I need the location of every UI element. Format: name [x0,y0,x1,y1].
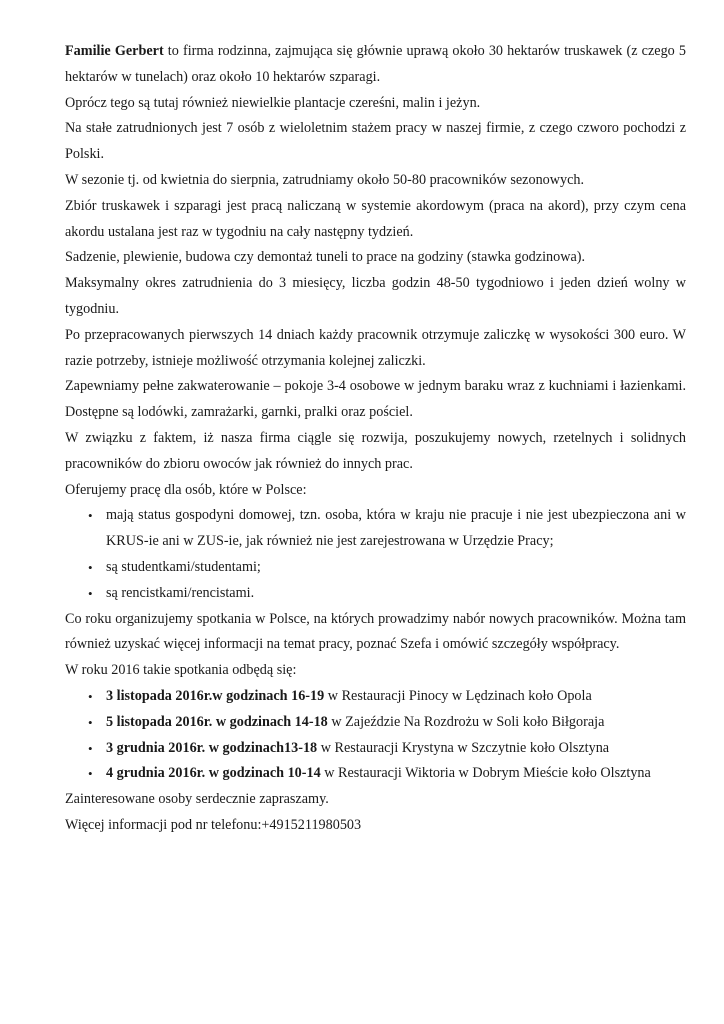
company-name: Familie Gerbert [65,43,164,59]
meeting-date: 3 listopada 2016r.w godzinach 16-19 [106,687,325,704]
bullet-icon: • [88,766,93,782]
meeting-place: w Restauracji Krystyna w Szczytnie koło Olsztyna [317,739,610,756]
bullet-icon: • [88,714,93,730]
bullet-icon: • [88,688,93,704]
bullet-icon: • [88,585,93,601]
paragraph-advance: Po przepracowanych pierwszych 14 dniach każdy pracownik otrzymuje zaliczkę w wysokości 300 euro. W razie potrzeby, istnieje możliwość otrzymania kolejnej zaliczki. [65,326,686,369]
paragraph-hourly: Sadzenie, plewienie, budowa czy demontaż tuneli to prace na godziny (stawka godzinowa). [65,249,586,266]
bullet-icon: • [88,559,93,575]
contact-phone: Więcej informacji pod nr telefonu:+4915211980503 [65,816,362,833]
bullet-icon: • [88,740,93,756]
bullet-icon: • [88,508,93,524]
meeting-date: 3 grudnia 2016r. w godzinach13-18 [106,739,318,756]
offer-list [65,503,686,606]
paragraph-piecework: Zbiór truskawek i szparagi jest pracą naliczaną w systemie akordowym (praca na akord), przy czym cena akordu ustalana jest raz w tygodniu na cały następny tydzień. [65,197,686,240]
meeting-date: 4 grudnia 2016r. w godzinach 10-14 [106,765,321,782]
paragraph-meetings-intro: W roku 2016 takie spotkania odbędą się: [65,662,297,679]
paragraph-hours: Maksymalny okres zatrudnienia do 3 miesięcy, liczba godzin 48-50 tygodniowo i jeden dzień wolny w tygodniu. [65,275,686,317]
meeting-date: 5 listopada 2016r. w godzinach 14-18 [106,713,328,730]
paragraph-plantations: Oprócz tego są tutaj również niewielkie plantacje czereśni, malin i jeżyn. [65,94,481,111]
paragraph-staff: Na stałe zatrudnionych jest 7 osób z wieloletnim stażem pracy w naszej firmie, z czego czworo pochodzi z Polski. [65,120,686,163]
closing-invitation: Zainteresowane osoby serdecznie zapraszamy. [65,791,329,808]
paragraph-meetings: Co roku organizujemy spotkania w Polsce, na których prowadzimy nabór nowych pracowników. Można tam również uzyskać więcej informacji na temat pracy, poznać Szefa i omówić szczegóły współpracy. [65,610,686,653]
list-item: • są rencistkami/rencistami. [65,581,686,607]
meeting-place: w Restauracji Pinocy w Lędzinach koło Opola [324,687,592,704]
meeting-item [65,736,686,762]
meeting-place: w Zajeździe Na Rozdrożu w Soli koło Biłgoraja [327,713,605,730]
meeting-item [65,684,686,710]
meeting-place: w Restauracji Wiktoria w Dobrym Mieście koło Olsztyna [320,765,651,782]
paragraph-offer-intro: Oferujemy pracę dla osób, które w Polsce: [65,481,307,498]
meeting-item [65,761,686,787]
list-item: • są studentkami/studentami; [65,555,686,581]
meetings-list [65,684,686,787]
paragraph-accommodation: Zapewniamy pełne zakwaterowanie – pokoje 3-4 osobowe w jednym baraku wraz z kuchniami i łazienkami. Dostępne są lodówki, zamrażarki, garnki, pralki oraz pościel. [65,378,686,421]
paragraph-season: W sezonie tj. od kwietnia do sierpnia, zatrudniamy około 50-80 pracowników sezonowych. [65,171,585,188]
list-item: • mają status gospodyni domowej, tzn. osoba, która w kraju nie pracuje i nie jest ubezpieczona ani w KRUS-ie ani w ZUS-ie, jak również nie jest zarejestrowana w Urzędzie Pracy; [65,503,686,555]
meeting-item [65,710,686,736]
intro-paragraph [65,39,686,91]
paragraph-recruiting: W związku z faktem, iż nasza firma ciągle się rozwija, poszukujemy nowych, rzetelnych i solidnych pracowników do zbioru owoców jak również do innych prac. [65,429,686,472]
intro-text: to firma rodzinna, zajmująca się głównie uprawą około 30 hektarów truskawek (z czego 5 hektarów w tunelach) oraz około 10 hektarów szparagi. [65,43,686,85]
